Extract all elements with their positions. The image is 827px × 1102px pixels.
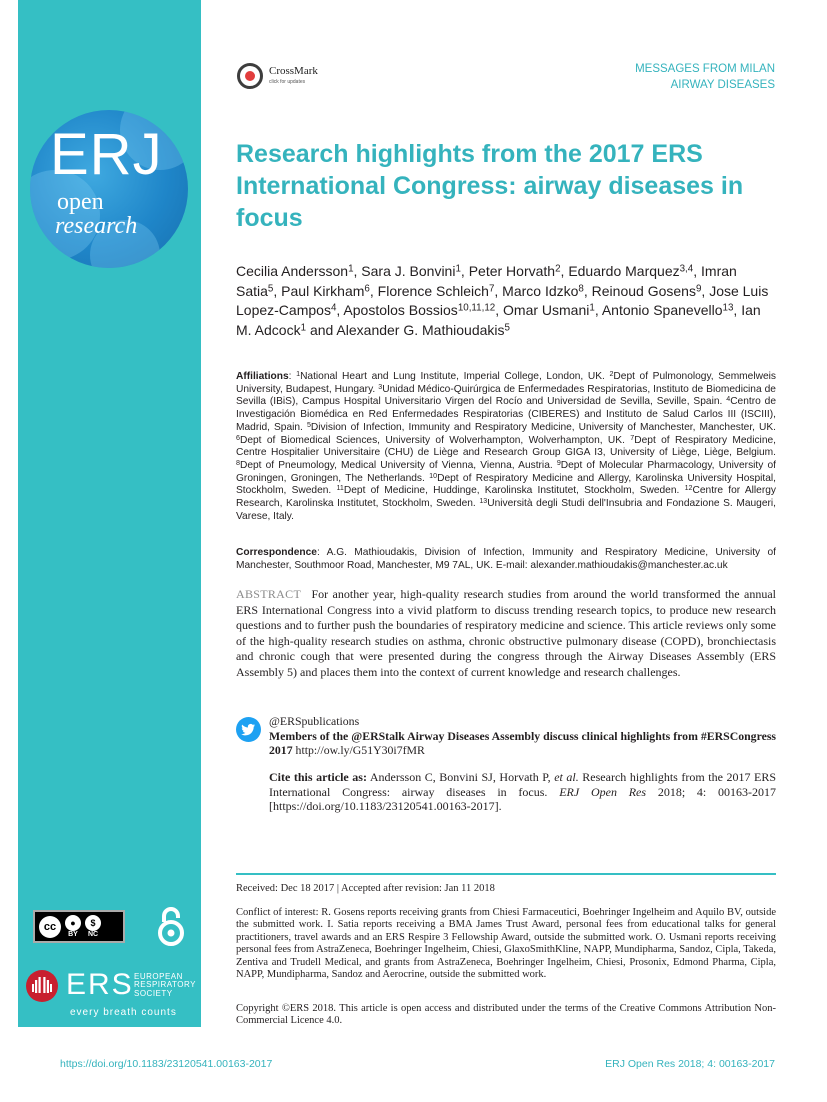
section-line-2: AIRWAY DISEASES [670, 79, 775, 91]
affiliation-number: 4 [726, 395, 731, 404]
abstract [236, 587, 776, 681]
author-affiliation-number: 10,11,12 [457, 302, 496, 314]
affiliation-number: 6 [236, 433, 240, 442]
tweet-text: Members of the @ERStalk Airway Diseases Assembly discuss clinical highlights from #ERSCongress 2017 [269, 728, 777, 757]
tweet-block [269, 714, 776, 758]
cc-symbol: cc [39, 916, 61, 938]
erj-open-research-logo [30, 110, 188, 268]
affiliation-text: Dept of Medicine, Huddinge, Karolinska Institutet, Stockholm, Sweden. [343, 485, 680, 497]
correspondence-text: A.G. Mathioudakis, Division of Infection, Immunity and Respiratory Medicine, University of Manchester, Southmoor Road, Manchester, M9 7AL, UK. E-mail: alexander.mathioudakis@manchester.ac.uk [236, 547, 776, 571]
correspondence: Correspondence: A.G. Mathioudakis, Division of Infection, Immunity and Respiratory Medicine, University of Manchester, Southmoor Road, Manchester, M9 7AL, UK. E-mail: alexander.mathioudakis@manchester.ac.uk [236, 547, 776, 571]
author: Omar Usmani [503, 302, 590, 318]
affiliations-label: Affiliations [236, 371, 289, 382]
author: Marco Idzko [502, 282, 579, 299]
affiliation-number: 5 [306, 420, 311, 429]
affiliation-text: Centre for Allergy Research, Karolinska Institutet, Stockholm, Sweden. [236, 485, 776, 510]
affiliation-text: Università degli Studi dell'Insubria and Fondazione S. Maugeri, Varese, Italy. [236, 498, 776, 522]
abstract-label: ABSTRACT [236, 587, 302, 601]
author-affiliation-number: 8 [578, 283, 584, 295]
affiliation-text: Dept of Molecular Pharmacology, University of Groningen, Groningen, The Netherlands. [236, 459, 776, 484]
author: Peter Horvath [468, 263, 556, 279]
open-access-icon [157, 906, 185, 946]
author-affiliation-number: 5 [504, 322, 510, 334]
author: Cecilia Andersson [236, 263, 349, 279]
affiliation-text: Dept of Pneumology, Medical University of Vienna, Vienna, Austria. [239, 459, 553, 471]
affiliation-text: Unidad Médico-Quirúrgica de Enfermedades Respiratorias, Instituto de Biomedicina de Sevilla (IBiS), Campus Hospital Universitario Virgen del Rocío and Universidad de Sevilla, Seville, Spain. [236, 383, 776, 408]
author: Sara J. Bonvini [361, 263, 456, 279]
twitter-icon[interactable] [236, 717, 261, 742]
cc-by-label: BY [68, 931, 78, 938]
author-affiliation-number: 7 [488, 283, 495, 295]
author: Reinoud Gosens [591, 282, 696, 299]
conflict-of-interest: Conflict of interest: R. Gosens reports receiving grants from Chiesi Farmaceutici, Boehringer Ingelheim and Aquilo BV, outside the submitted work. I. Satia reports receiving a BMA James Trust Award, personal fees from educational talks for general practitioners, travel awards and an ERS Respire 3 Fellowship Award, outside the submitted work. O. Usmani reports receiving personal fees from AstraZeneca, Boehringer Ingelheim, Chiesi, GlaxoSmithKline, NAPP, Mundipharma, Sandoz, Cipla, Takeda, Zentiva and Trudell Medical, and grants from AstraZeneca, Boehringer Ingelheim, Chiesi, Prosonix, Edmond Pharma, Cipla, NAPP, Mundipharma, Sandoz and Aerocrine, outside the submitted work. [236, 907, 776, 981]
logo-open: open [57, 189, 104, 215]
copyright: Copyright ©ERS 2018. This article is open access and distributed under the terms of the Creative Commons Attribution Non-Commercial Licence 4.0. [236, 1003, 776, 1027]
author-affiliation-number: 3,4 [679, 263, 694, 275]
author-affiliation-number: 2 [555, 263, 561, 275]
author: Apostolos Bossios [343, 302, 458, 318]
author-affiliation-number: 1 [589, 302, 595, 314]
affiliation-text: Division of Infection, Immunity and Respiratory Medicine, University of Manchester, Manchester, UK. [310, 421, 776, 433]
affiliation-text: Dept of Respiratory Medicine, Centre Hospitalier Universitaire (CHU) de Liège and Research Group GIGA I3, University of Liège, Liège, Belgium. [236, 434, 776, 459]
author-affiliation-number: 6 [364, 283, 370, 295]
author: Imran Satia [236, 263, 737, 299]
section-line-1: MESSAGES FROM MILAN [635, 63, 775, 75]
author-affiliation-number: 13 [722, 302, 734, 314]
article-title: Research highlights from the 2017 ERS International Congress: airway diseases in focus [236, 140, 744, 232]
ers-lungs-icon [26, 970, 58, 1002]
author: Antonio Spanevello [601, 302, 723, 318]
ers-name: ERS [66, 968, 134, 1001]
author: Paul Kirkham [281, 282, 365, 299]
affiliation-number: 8 [236, 458, 240, 467]
crossmark-sub: click for updates [269, 79, 306, 85]
affiliation-text: Dept of Pulmonology, Semmelweis University, Budapest, Hungary. [236, 371, 776, 395]
author-list: Cecilia Andersson$^1$, Sara J. Bonvini$^1$, Peter Horvath$^2$, Eduardo Marquez$^{3,4}$, Imran Satia$^5$, Paul Kirkham$^6$, Florence Schleich$^7$, Marco Idzko$^8$, Reinoud Gosens$^9$, Jose Luis Lopez-Campos$^4$, Apostolos Bossios$^{10,11,12}$, Omar Usmani$^1$, Antonio Spanevello$^{13}$, Ian M. Adcock$^1$ and Alexander G. Mathioudakis$^5$ [236, 263, 769, 338]
affiliation-text: Dept of Biomedical Sciences, University of Wolverhampton, Wolverhampton, UK. [239, 434, 625, 446]
journal-reference: ERJ Open Res 2018; 4: 00163-2017 [605, 1058, 775, 1070]
twitter-handle[interactable]: @ERSpublications [269, 714, 360, 728]
received-dates: Received: Dec 18 2017 | Accepted after revision: Jan 11 2018 [236, 883, 495, 894]
affiliation-number: 12 [684, 484, 693, 493]
crossmark-button[interactable] [237, 63, 323, 91]
affiliation-number: 13 [479, 496, 488, 505]
logo-research: research [55, 213, 138, 239]
crossmark-label: CrossMark [269, 65, 318, 77]
affiliation-number: 1 [296, 369, 301, 378]
divider [236, 873, 776, 875]
doi-link[interactable]: https://doi.org/10.1183/23120541.00163-2017 [60, 1058, 273, 1070]
ers-tagline: every breath counts [70, 1007, 177, 1018]
ers-logo [26, 970, 196, 1020]
cc-nc: $ NC [85, 915, 101, 938]
affiliation-number: 7 [630, 433, 635, 442]
author: Eduardo Marquez [568, 263, 680, 279]
author-affiliation-number: 1 [455, 263, 461, 275]
affiliation-text: Centro de Investigación Biomédica en Red Enfermedades Respiratorias (CIBERES) and Instituto de Salud Carlos III (ISCIII), Madrid, Spain. [236, 396, 776, 433]
affiliation-text: Dept of Respiratory Medicine and Allergy, Karolinska University Hospital, Stockholm, Sweden. [236, 472, 776, 497]
cc-license-icon[interactable] [33, 910, 125, 943]
ers-society-name: EUROPEAN RESPIRATORY SOCIETY [134, 972, 196, 998]
abstract-text: For another year, high-quality research studies from around the world transformed the annual ERS International Congress into a vivid platform to discuss trending research topics, to produce new research questions and to further push the boundaries of respiratory medicine and science. This article reviews only some of the high-quality research studies on asthma, chronic obstructive pulmonary disease (COPD), bronchiectasis and chronic cough that were presented during the congress through the Airway Diseases Assembly (ERS Assembly 5) and places them into the context of current knowledge and research challenges. [236, 587, 776, 679]
section-label [635, 61, 775, 93]
author-affiliation-number: 1 [348, 263, 354, 275]
affiliation-number: 10 [429, 471, 438, 480]
tweet-link[interactable]: http://ow.ly/G51Y30i7fMR [295, 743, 425, 757]
crossmark-icon [237, 63, 263, 89]
author: Ian M. Adcock [236, 302, 761, 338]
cite-label: Cite this article as: [269, 770, 367, 784]
affiliation-number: 11 [336, 484, 344, 493]
logo-erj: ERJ [50, 122, 163, 187]
affiliation-text: National Heart and Lung Institute, Imperial College, London, UK. [300, 371, 605, 382]
cc-by: ● BY [65, 915, 81, 938]
affiliation-number: 3 [378, 382, 383, 391]
correspondence-label: Correspondence [236, 547, 317, 558]
author: Alexander G. Mathioudakis [336, 321, 505, 338]
author-affiliation-number: 5 [267, 283, 274, 295]
author: Florence Schleich [377, 282, 489, 299]
citation: Cite this article as: Andersson C, Bonvini SJ, Horvath P, et al. Research highlights from the 2017 ERS International Congress: airway diseases in focus. ERJ Open Res 2018; 4: 00163-2017 [https://doi.org/10.1183/23120541.00163-2017]. [269, 770, 777, 814]
author-affiliation-number: 9 [695, 283, 702, 295]
author: Jose Luis Lopez-Campos [236, 282, 769, 318]
cite-doi[interactable]: 2018; 4: 00163-2017 [https://doi.org/10.1183/23120541.00163-2017]. [269, 784, 777, 814]
author-affiliation-number: 1 [300, 322, 307, 334]
affiliation-number: 2 [609, 369, 614, 378]
affiliations: Affiliations: $^1$National Heart and Lung Institute, Imperial College, London, UK. $^2$Dept of Pulmonology, Semmelweis University, Budapest, Hungary. $^3$Unidad Médico-Quirúrgica de Enfermedades Respiratorias, Instituto de Biomedicina de Sevilla (IBiS), Campus Hospital Universitario Virgen del Rocío and Universidad de Sevilla, Seville, Spain. $^4$Centro de Investigación Biomédica en Red Enfermedades Respiratorias (CIBERES) and Instituto de Salud Carlos III (ISCIII), Madrid, Spain. $^5$Division of Infection, Immunity and Respiratory Medicine, University of Manchester, Manchester, UK. $^6$Dept of Biomedical Sciences, University of Wolverhampton, Wolverhampton, UK. $^7$Dept of Respiratory Medicine, Centre Hospitalier Universitaire (CHU) de Liège and Research Group GIGA I3, University of Liège, Liège, Belgium. $^8$Dept of Pneumology, Medical University of Vienna, Vienna, Austria. $^9$Dept of Molecular Pharmacology, University of Groningen, Groningen, The Netherlands. $^{10}$Dept of Respiratory Medicine and Allergy, Karolinska University Hospital, Stockholm, Sweden. $^{11}$Dept of Medicine, Huddinge, Karolinska Institutet, Stockholm, Sweden. $^{12}$Centre for Allergy Research, Karolinska Institutet, Stockholm, Sweden. $^{13}$Università degli Studi dell'Insubria and Fondazione S. Maugeri, Varese, Italy. [236, 369, 776, 522]
cc-nc-label: NC [87, 931, 99, 938]
affiliation-number: 9 [556, 458, 561, 467]
author-affiliation-number: 4 [330, 302, 337, 314]
